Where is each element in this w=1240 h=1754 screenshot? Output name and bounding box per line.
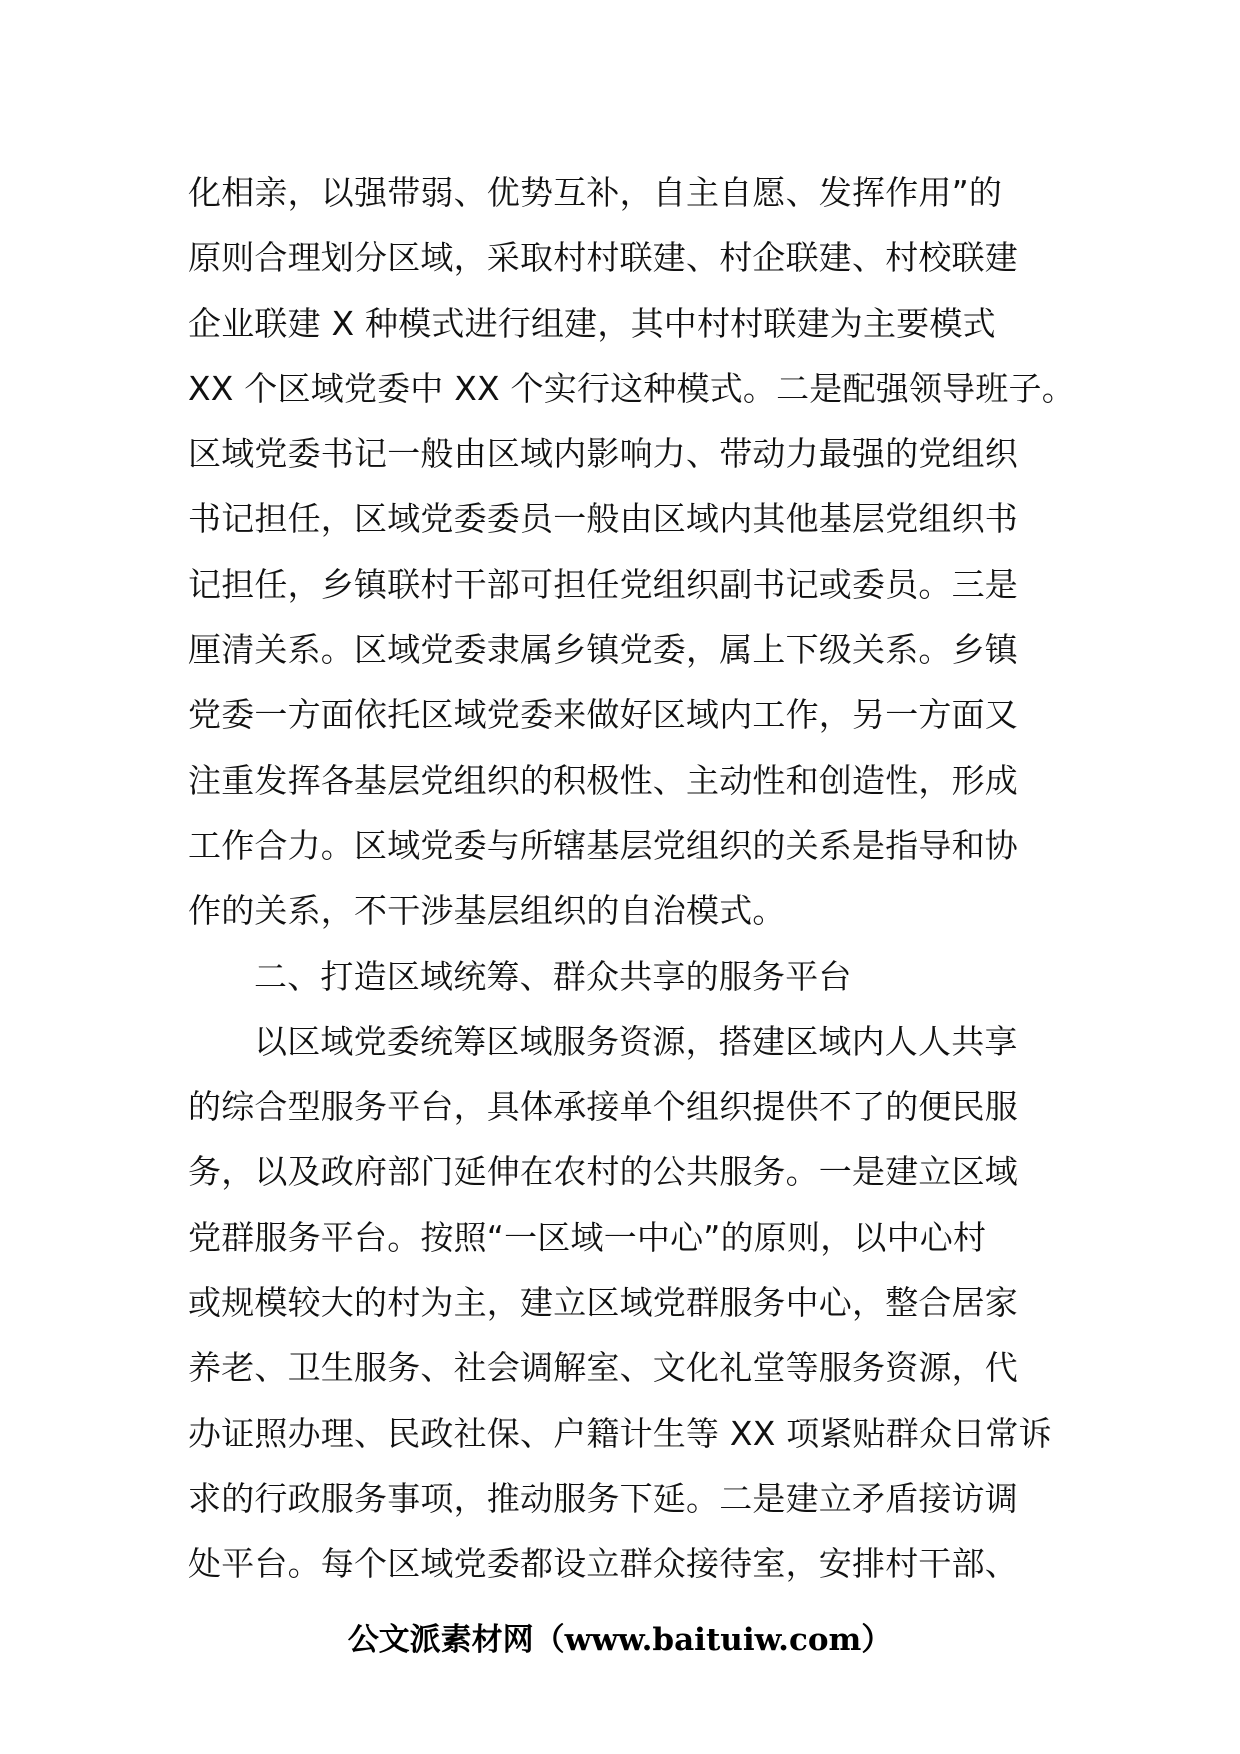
text-line: 作的关系，不干涉基层组织的自治模式。: [188, 891, 786, 931]
text-line: 的综合型服务平台，具体承接单个组织提供不了的便民服: [188, 1087, 1018, 1127]
footer-watermark: 公文派素材网（www.baituiw.com）: [347, 1622, 893, 1658]
text-line: 办证照办理、民政社保、户籍计生等 XX 项紧贴群众日常诉: [188, 1413, 1052, 1453]
text-line: 党群服务平台。按照“一区域一中心”的原则，以中心村: [188, 1217, 987, 1257]
body-text: [188, 160, 1075, 1597]
text-line: 区域党委书记一般由区域内影响力、带动力最强的党组织: [188, 434, 1018, 474]
text-line: XX 个区域党委中 XX 个实行这种模式。二是配强领导班子。: [188, 368, 1075, 408]
text-line: 厘清关系。区域党委隶属乡镇党委，属上下级关系。乡镇: [188, 630, 1018, 670]
text-line: 化相亲，以强带弱、优势互补，自主自愿、发挥作用”的: [188, 173, 1003, 212]
text-line: 养老、卫生服务、社会调解室、文化礼堂等服务资源，代: [188, 1348, 1018, 1388]
text-line: 企业联建 X 种模式进行组建，其中村村联建为主要模式: [188, 303, 996, 343]
text-line: 书记担任，区域党委委员一般由区域内其他基层党组织书: [188, 499, 1018, 539]
text-line: 处平台。每个区域党委都设立群众接待室，安排村干部、: [188, 1544, 1018, 1584]
text-line: 或规模较大的村为主，建立区域党群服务中心，整合居家: [188, 1283, 1018, 1323]
text-line: 求的行政服务事项，推动服务下延。二是建立矛盾接访调: [188, 1478, 1018, 1518]
text-line: 务，以及政府部门延伸在农村的公共服务。一是建立区域: [188, 1152, 1018, 1192]
text-line: 原则合理划分区域，采取村村联建、村企联建、村校联建: [188, 238, 1018, 278]
text-line: 以区域党委统筹区域服务资源，搭建区域内人人共享: [254, 1021, 1018, 1061]
text-line: 注重发挥各基层党组织的积极性、主动性和创造性，形成: [188, 760, 1018, 800]
text-line: 二、打造区域统筹、群众共享的服务平台: [254, 956, 852, 996]
text-line: 工作合力。区域党委与所辖基层党组织的关系是指导和协: [188, 825, 1018, 865]
text-line: 记担任，乡镇联村干部可担任党组织副书记或委员。三是: [188, 564, 1018, 604]
text-line: 党委一方面依托区域党委来做好区域内工作，另一方面又: [188, 695, 1018, 735]
